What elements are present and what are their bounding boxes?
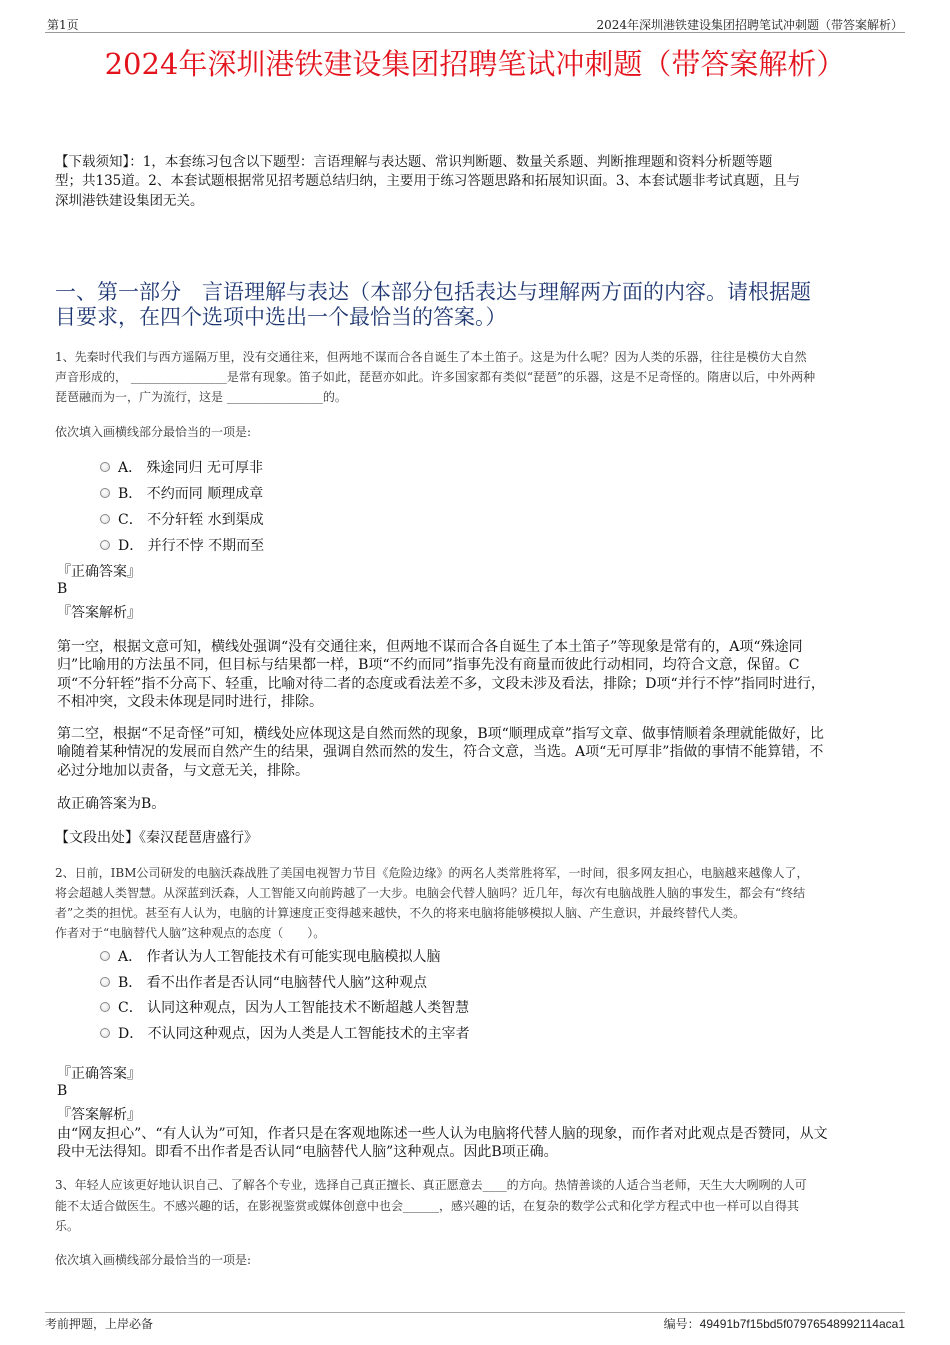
q3-prompt: 依次填入画横线部分最恰当的一项是: [55, 1253, 252, 1267]
header-rule [45, 32, 905, 33]
q3-stem: 乐。 [55, 1219, 80, 1233]
footer-serial: 编号：49491b7f15bd5f07976548992114aca1 [663, 1317, 905, 1331]
footer-slogan: 考前押题，上岸必备 [45, 1317, 154, 1331]
analysis-line: 第一空，根据文意可知，横线处强调“没有交通往来，但两地不谋而合各自诞生了本土笛子”等现象是常有的，A项“殊途同 [57, 639, 803, 655]
analysis-line: 项“不分轩轾”指不分高下、轻重，比喻对待二者的态度或看法差不多，文段未涉及看法，排除；D项“并行不悖”指同时进行， [57, 676, 825, 692]
radio-icon[interactable] [100, 462, 110, 472]
q2-option-a[interactable] [100, 946, 441, 966]
radio-icon[interactable] [100, 1028, 110, 1038]
document-title: 2024年深圳港铁建设集团招聘笔试冲刺题（带答案解析） [104, 47, 846, 81]
analysis-line: 必过分地加以责备，与文意无关，排除。 [57, 763, 309, 779]
analysis-line: 不相冲突，文段未体现是同时进行，排除。 [57, 694, 323, 710]
q1-stem: 声音形成的， ________________是常有现象。笛子如此，琵琶亦如此。许多国家都有类似“琵琶”的乐器，这是不足奇怪的。隋唐以后，中外两种 [55, 370, 816, 384]
radio-icon[interactable] [100, 1002, 110, 1012]
q2-stem: 将会超越人类智慧。从深蓝到沃森，人工智能又向前跨越了一大步。电脑会代替人脑吗？近几年，每次有电脑战胜人脑的事发生，都会有“终结 [55, 886, 806, 900]
answer-label: 『正确答案』 [57, 564, 141, 580]
section-heading: 一、第一部分 言语理解与表达（本部分包括表达与理解两方面的内容。请根据题 [55, 280, 811, 304]
page-number: 第1页 [47, 18, 79, 32]
option-label: B． 不约而同 顺理成章 [118, 486, 264, 502]
q2-stem: 者”之类的担忧。甚至有人认为，电脑的计算速度正变得越来越快，不久的将来电脑将能够模拟人脑、产生意识，并最终替代人类。 [55, 906, 746, 920]
option-label: A． 作者认为人工智能技术有可能实现电脑模拟人脑 [118, 949, 441, 965]
answer-label: 『正确答案』 [57, 1066, 141, 1082]
radio-icon[interactable] [100, 951, 110, 961]
option-label: C． 不分轩轾 水到渠成 [118, 512, 264, 528]
answer-value: B [57, 581, 68, 597]
option-label: D． 不认同这种观点，因为人类是人工智能技术的主宰者 [118, 1026, 470, 1042]
header-title: 2024年深圳港铁建设集团招聘笔试冲刺题（带答案解析） [596, 18, 903, 32]
analysis-label: 『答案解析』 [57, 605, 141, 621]
q1-option-a[interactable] [100, 457, 263, 477]
section-heading: 目要求，在四个选项中选出一个最恰当的答案。） [55, 305, 507, 329]
q1-option-b[interactable] [100, 483, 263, 503]
q3-stem: 能不太适合做医生。不感兴趣的话，在影视鉴赏或媒体创意中也会______，感兴趣的话，在复杂的数学公式和化学方程式中也一样可以自得其 [55, 1199, 800, 1213]
q1-option-c[interactable] [100, 509, 264, 529]
radio-icon[interactable] [100, 540, 110, 550]
analysis-label: 『答案解析』 [57, 1107, 141, 1123]
option-label: C． 认同这种观点，因为人工智能技术不断超越人类智慧 [118, 1000, 470, 1016]
notice-line: 深圳港铁建设集团无关。 [55, 193, 204, 209]
notice-line: 【下载须知】：1，本套练习包含以下题型：言语理解与表达题、常识判断题、数量关系题、判断推理题和资料分析题等题 [55, 154, 773, 170]
analysis-line: 归”比喻用的方法虽不同，但目标与结果都一样，B项“不约而同”指事先没有商量而彼此行动相同，均符合文意，保留。C [57, 657, 800, 673]
analysis-line: 喻随着某种情况的发展而自然产生的结果，强调自然而然的发生，符合文意，当选。A项“无可厚非”指做的事情不能算错，不 [57, 744, 824, 760]
answer-value: B [57, 1083, 68, 1099]
option-label: D． 并行不悖 不期而至 [118, 538, 265, 554]
option-label: B． 看不出作者是否认同“电脑替代人脑”这种观点 [118, 975, 428, 991]
q3-stem: 3、年轻人应该更好地认识自己、了解各个专业，选择自己真正擅长、真正愿意去____的方向。热情善谈的人适合当老师，天生大大咧咧的人可 [55, 1178, 807, 1192]
analysis-line: 由“网友担心”、“有人认为”可知，作者只是在客观地陈述一些人认为电脑将代替人脑的现象，而作者对此观点是否赞同，从文 [57, 1126, 828, 1142]
source: 【文段出处】《秦汉琵琶唐盛行》 [55, 830, 258, 846]
analysis-line: 段中无法得知。即看不出作者是否认同“电脑替代人脑”这种观点。因此B项正确。 [57, 1144, 558, 1160]
q2-stem: 2、日前，IBM公司研发的电脑沃森战胜了美国电视智力节目《危险边缘》的两名人类常胜将军，一时间，很多网友担心，电脑越来越像人了， [55, 866, 809, 880]
q1-prompt: 依次填入画横线部分最恰当的一项是: [55, 425, 252, 439]
q2-stem: 作者对于“电脑替代人脑”这种观点的态度（ ）。 [55, 926, 326, 940]
q1-option-d[interactable] [100, 535, 264, 555]
q2-option-c[interactable] [100, 997, 469, 1017]
q2-option-b[interactable] [100, 972, 427, 992]
radio-icon[interactable] [100, 488, 110, 498]
conclusion: 故正确答案为B。 [57, 796, 166, 812]
q1-stem: 琵琶融而为一，广为流行，这是 ________________的。 [55, 390, 347, 404]
q1-stem: 1、先秦时代我们与西方遥隔万里，没有交通往来，但两地不谋而合各自诞生了本土笛子。这是为什么呢？因为人类的乐器，往往是模仿大自然 [55, 350, 807, 364]
notice-line: 型；共135道。2、本套试题根据常见招考题总结归纳，主要用于练习答题思路和拓展知识面。3、本套试题非考试真题，且与 [55, 173, 800, 189]
q2-option-d[interactable] [100, 1023, 470, 1043]
option-label: A． 殊途同归 无可厚非 [118, 460, 264, 476]
radio-icon[interactable] [100, 514, 110, 524]
radio-icon[interactable] [100, 977, 110, 987]
analysis-line: 第二空，根据“不足奇怪”可知，横线处应体现这是自然而然的现象，B项“顺理成章”指写文章、做事情顺着条理就能做好，比 [57, 726, 824, 742]
footer-rule [45, 1312, 905, 1313]
